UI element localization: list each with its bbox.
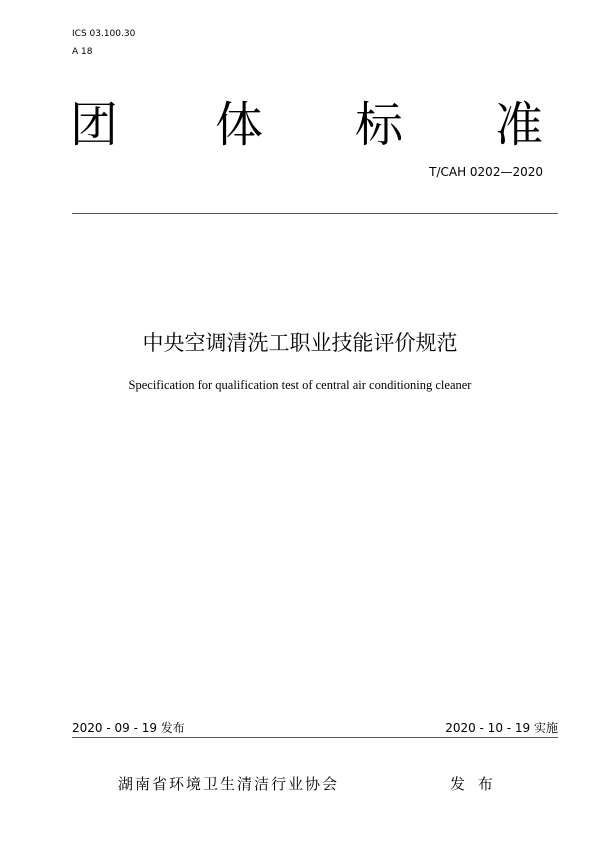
- doc-type-char: 体: [215, 97, 264, 153]
- divider: [72, 213, 558, 214]
- issuing-organization: 湖南省环境卫生清洁行业协会: [118, 775, 340, 793]
- issue-date: 2020 - 09 - 19 发布: [72, 721, 185, 735]
- doc-type-char: 标: [355, 97, 404, 153]
- title-chinese: 中央空调清洗工职业技能评价规范: [142, 331, 458, 355]
- title-english: Specification for qualification test of central air conditioning cleaner: [128, 378, 472, 392]
- implementation-date: 2020 - 10 - 19 实施: [445, 721, 558, 735]
- doc-type-char: 准: [495, 97, 544, 153]
- ccs-code: A 18: [72, 47, 93, 57]
- standard-number: T/CAH 0202—2020: [429, 165, 543, 179]
- issued-label: 发 布: [450, 775, 497, 793]
- bottom-divider: [72, 737, 558, 738]
- ics-code: ICS 03.100.30: [72, 29, 136, 39]
- doc-type-char: 团: [70, 97, 119, 153]
